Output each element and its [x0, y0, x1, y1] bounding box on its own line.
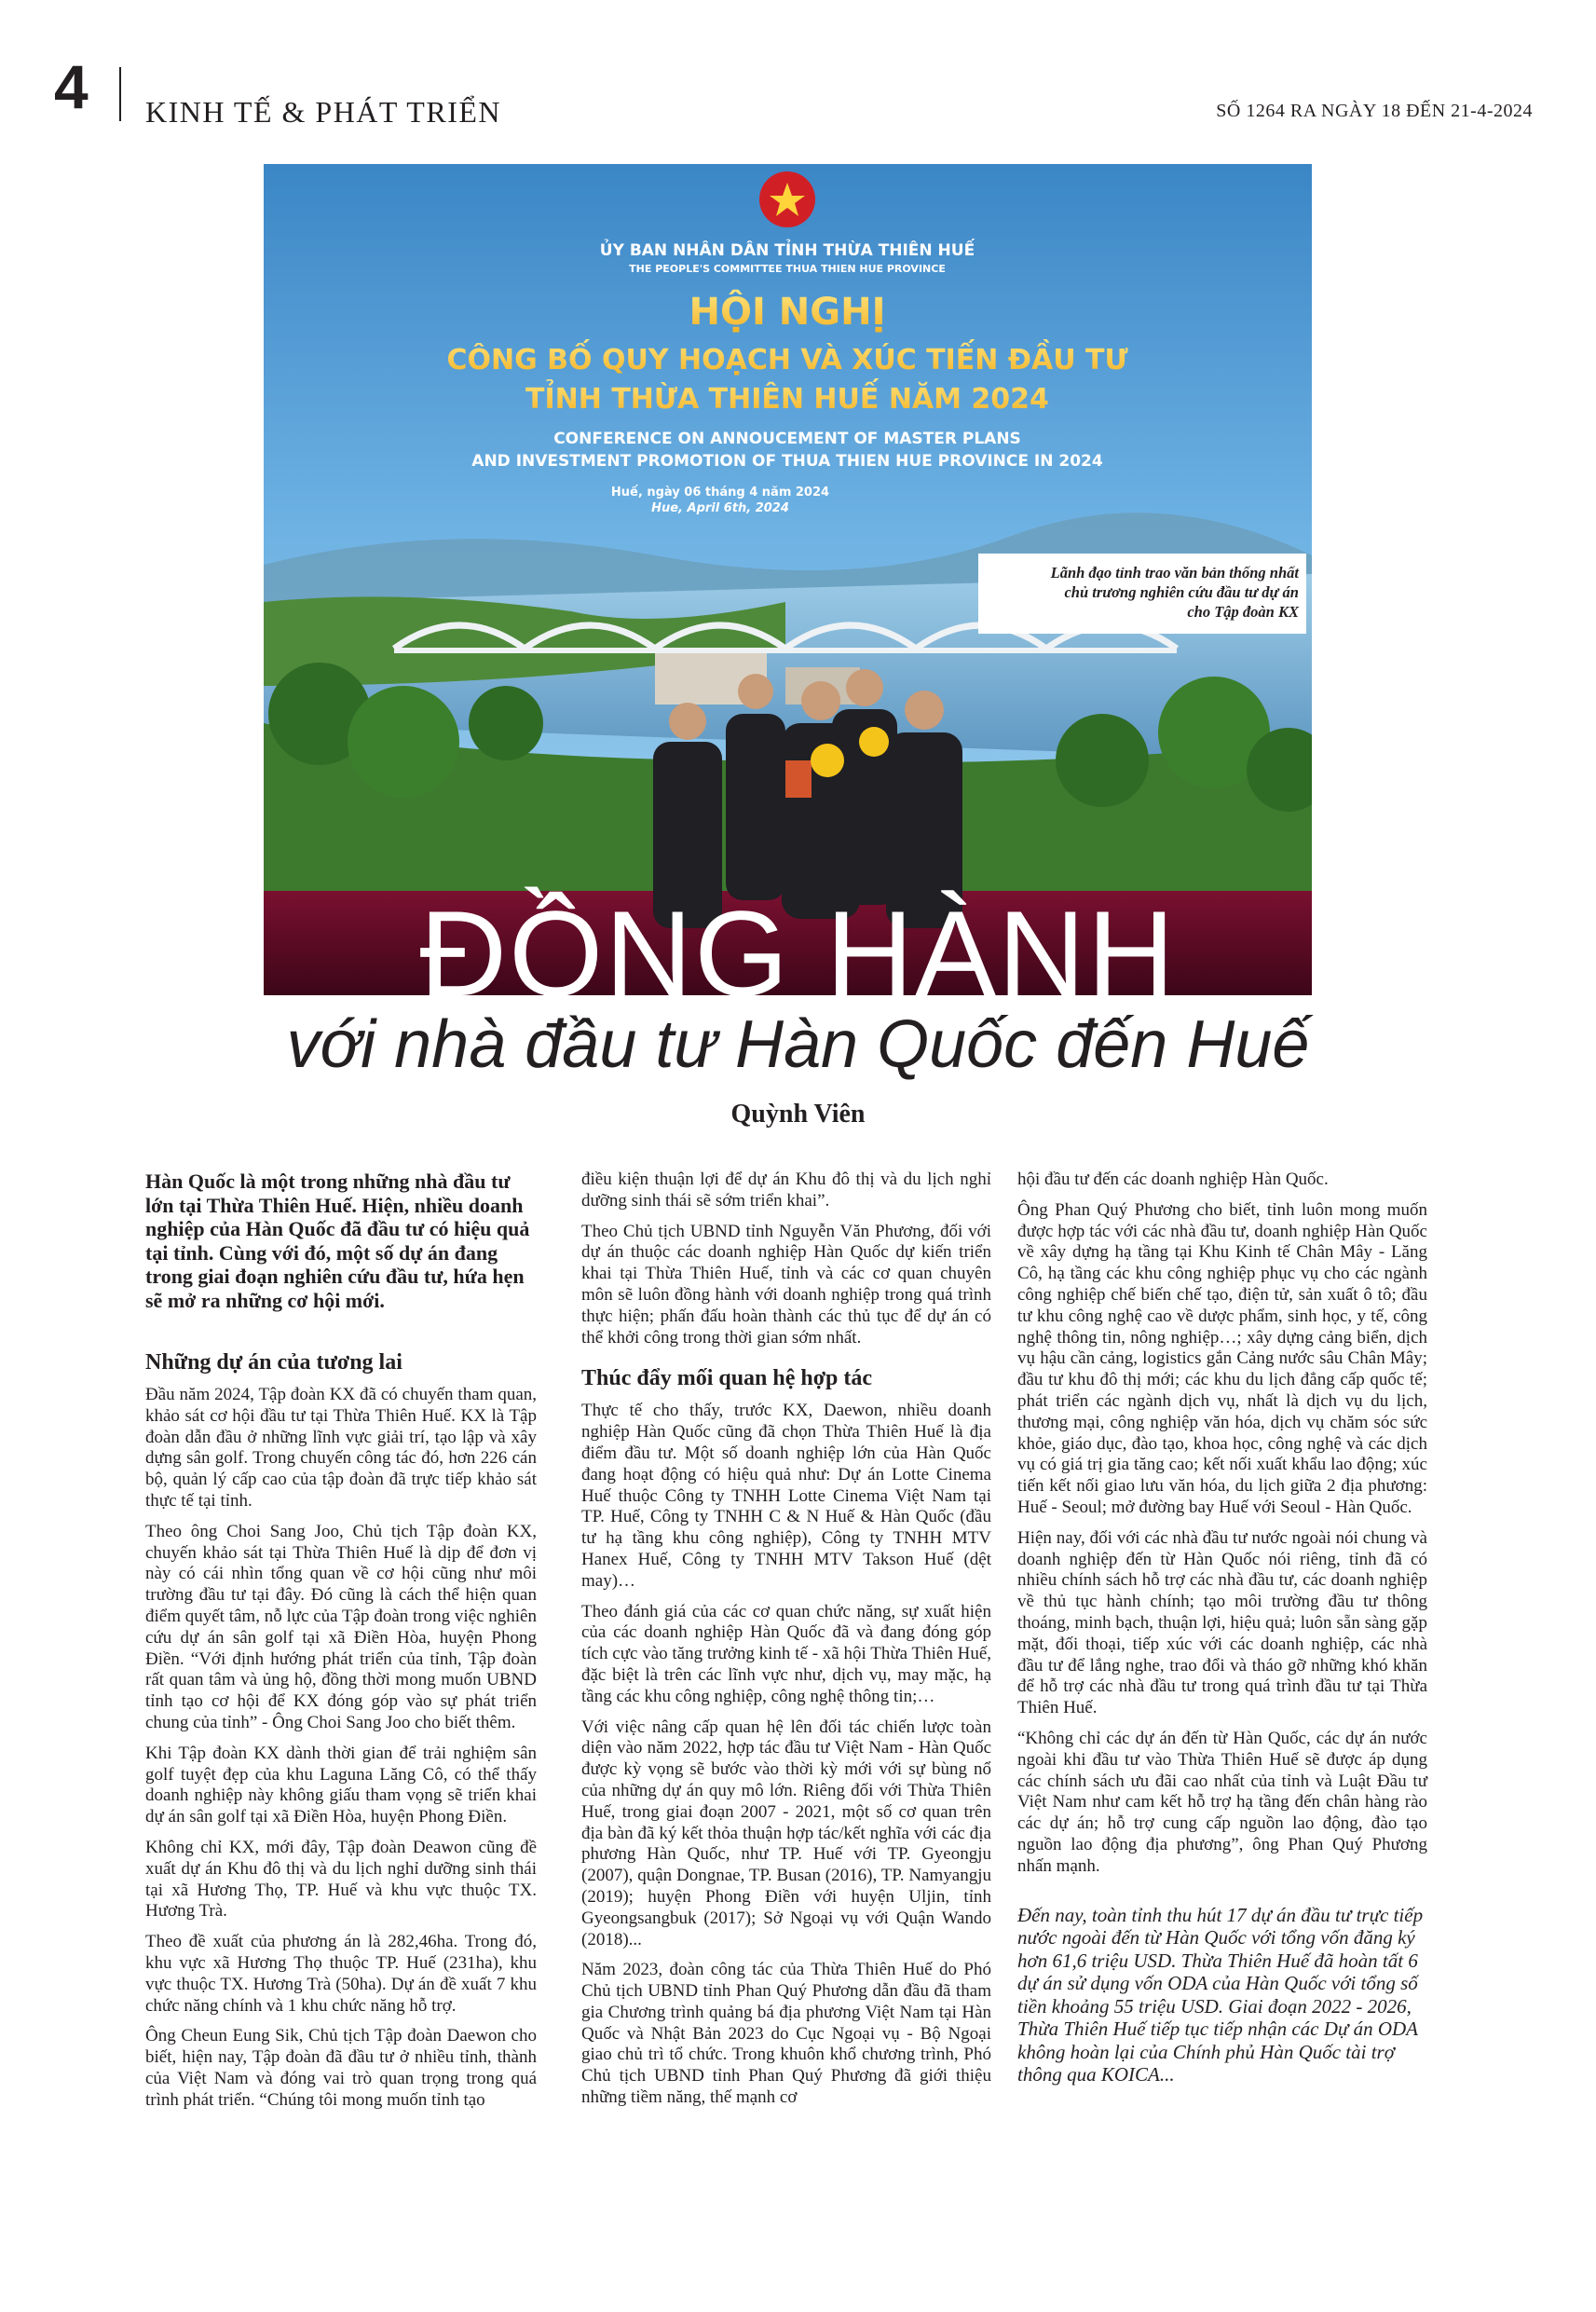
article-column-1: [145, 1170, 537, 2121]
paragraph: Ông Phan Quý Phương cho biết, tỉnh luôn mong muốn được hợp tác với các nhà đầu tư, doanh nghiệp Hàn Quốc về xây dựng hạ tầng tại Khu Kinh tế Chân Mây - Lăng Cô, hạ tầng các khu công nghiệp phục vụ cho các ngành công nghiệp chế biến chế tạo, điện tử, sản xuất ô tô; đầu tư khu công nghệ cao về dược phẩm, sinh học, y tế, công nghệ thông tin, nông nghiệp…; xây dựng cảng biển, dịch vụ hậu cần cảng, logistics gắn Cảng nước sâu Chân Mây; đầu tư khu đô thị mới; các khu du lịch đẳng cấp quốc tế; phát triển các ngành dịch vụ, nhất là dịch vụ du lịch, thương mại, công nghiệp văn hóa, dịch vụ chăm sóc sức khỏe, giáo dục, đào tạo, khoa học, công nghệ và các dịch vụ có giá trị gia tăng cao; kết nối xuất khẩu lao động; xúc tiến kết nối giao lưu văn hóa, du lịch giữa 2 địa phương: Huế - Seoul; mở đường bay Huế với Seoul - Hàn Quốc.: [1017, 1199, 1427, 1517]
caption-line: chủ trương nghiên cứu đầu tư dự án: [1064, 583, 1299, 601]
paragraph: Không chỉ KX, mới đây, Tập đoàn Deawon cũng đề xuất dự án Khu đô thị và du lịch nghỉ dưỡng sinh thái tại xã Hương Thọ, TP. Huế và khu vực thuộc TX. Hương Trà.: [145, 1837, 537, 1922]
paragraph: Đầu năm 2024, Tập đoàn KX đã có chuyến tham quan, khảo sát cơ hội đầu tư tại Thừa Thiên Huế. KX là Tập đoàn dẫn đầu ở những lĩnh vực giải trí, tạo lập và xây dựng sân golf. Trong chuyến công tác đó, hơn 226 cán bộ, quản lý cấp cao của tập đoàn đã trực tiếp khảo sát thực tế tại tỉnh.: [145, 1385, 537, 1511]
paragraph: Theo đề xuất của phương án là 282,46ha. Trong đó, khu vực xã Hương Thọ thuộc TP. Huế (231ha), khu vực thuộc TX. Hương Trà (50ha). Dự án đề xuất 7 khu chức năng chính và 1 khu chức năng hỗ trợ.: [145, 1932, 537, 2016]
paragraph: hội đầu tư đến các doanh nghiệp Hàn Quốc.: [1017, 1170, 1329, 1189]
banner-english-1: CONFERENCE ON ANNOUCEMENT OF MASTER PLANS: [553, 430, 1021, 448]
byline: Quỳnh Viên: [730, 1100, 866, 1129]
paragraph: “Không chỉ các dự án đến từ Hàn Quốc, các dự án nước ngoài khi đầu tư vào Thừa Thiên Huế sẽ được áp dụng các chính sách ưu đãi cao nhất của tỉnh và Luật Đầu tư Việt Nam như cam kết hỗ trợ hạ tầng đến chân hàng rào các dự án; hỗ trợ cung cấp nguồn lao động, đào tạo nguồn lao động địa phương”, ông Phan Quý Phương nhấn mạnh.: [1017, 1728, 1427, 1876]
banner-date-en: Hue, April 6th, 2024: [651, 501, 789, 515]
paragraph: Khi Tập đoàn KX dành thời gian để trải nghiệm sân golf tuyệt đẹp của khu Laguna Lăng Cô, có thể thấy doanh nghiệp này không giấu tham vọng sẽ triển khai dự án sân golf tại xã Điền Hòa, huyện Phong Điền.: [145, 1743, 537, 1827]
headline-sub: với nhà đầu tư Hàn Quốc đến Huế: [286, 1007, 1310, 1082]
page-number: 4: [54, 52, 89, 121]
banner-subtitle-1: CÔNG BỐ QUY HOẠCH VÀ XÚC TIẾN ĐẦU TƯ: [446, 344, 1128, 376]
caption-line: Lãnh đạo tỉnh trao văn bản thống nhất: [1050, 564, 1299, 581]
subhead-cooperation: Thúc đẩy mối quan hệ hợp tác: [581, 1366, 873, 1391]
paragraph: Theo ông Choi Sang Joo, Chủ tịch Tập đoàn KX, chuyến khảo sát tại Thừa Thiên Huế là dịp để đơn vị này có cái nhìn tổng quan về cơ hội cũng như môi trường đầu tư tại đây. Đó cũng là cách thể hiện quan điểm quyết tâm, nỗ lực của Tập đoàn trong việc nghiên cứu dự án sân golf tại xã Điền Hòa, huyện Phong Điền. “Với định hướng phát triển của tỉnh, Tập đoàn rất quan tâm và ủng hộ, đồng thời mong muốn UBND tỉnh tạo cơ hội để KX đóng góp vào sự phát triển chung của tỉnh” - Ông Choi Sang Joo cho biết thêm.: [145, 1521, 537, 1732]
paragraph: Năm 2023, đoàn công tác của Thừa Thiên Huế do Phó Chủ tịch UBND tỉnh Phan Quý Phương dẫn đầu đã tham gia Chương trình quảng bá địa phương Việt Nam tại Hàn Quốc và Nhật Bản 2023 do Cục Ngoại vụ - Bộ Ngoại giao chủ trì tổ chức. Trong khuôn khổ chương trình, Phó Chủ tịch UBND tỉnh Phan Quý Phương đã giới thiệu những tiềm năng, thế mạnh cơ: [581, 1960, 991, 2108]
caption-line: cho Tập đoàn KX: [1187, 603, 1299, 621]
closing-summary: Đến nay, toàn tỉnh thu hút 17 dự án đầu tư trực tiếp nước ngoài đến từ Hàn Quốc với tổng vốn đăng ký hơn 61,6 triệu USD. Thừa Thiên Huế đã hoàn tất 6 dự án sử dụng vốn ODA của Hàn Quốc với tổng số tiền khoảng 55 triệu USD. Giai đoạn 2022 - 2026, Thừa Thiên Huế tiếp tục tiếp nhận các Dự án ODA không hoàn lại của Chính phủ Hàn Quốc tài trợ thông qua KOICA...: [1017, 1903, 1424, 2086]
paragraph: điều kiện thuận lợi để dự án Khu đô thị và du lịch nghỉ dưỡng sinh thái sẽ sớm triển khai”.: [581, 1170, 991, 1211]
paragraph: Với việc nâng cấp quan hệ lên đối tác chiến lược toàn diện vào năm 2022, hợp tác đầu tư Việt Nam - Hàn Quốc được kỳ vọng sẽ bước vào thời kỳ mới với sự bùng nổ của những dự án quy mô lớn. Riêng đối với Thừa Thiên Huế, trong giai đoạn 2007 - 2021, một số cơ quan trên địa bàn đã ký kết thỏa thuận hợp tác/kết nghĩa với các địa phương Hàn Quốc, như TP. Huế với TP. Gyeongju (2007), quận Dongnae, TP. Busan (2016), TP. Namyangju (2019); huyện Phong Điền với huyện Uljin, tỉnh Gyeongsangbuk (2017); Sở Ngoại vụ với Quận Wando (2018)...: [581, 1717, 991, 1949]
paragraph: Hiện nay, đối với các nhà đầu tư nước ngoài nói chung và doanh nghiệp đến từ Hàn Quốc nói riêng, tỉnh đã có nhiều chính sách hỗ trợ các nhà đầu tư, các doanh nghiệp về thủ tục hành chính; tạo môi trường đầu tư thông thoáng, minh bạch, thuận lợi, hiệu quả; luôn sẵn sàng gặp mặt, đối thoại, tiếp xúc với các doanh nghiệp, các nhà đầu tư để lắng nghe, trao đổi và tháo gỡ những khó khăn để hỗ trợ các nhà đầu tư trong quá trình đầu tư tại Thừa Thiên Huế.: [1017, 1527, 1427, 1718]
banner-subtitle-2: TỈNH THỪA THIÊN HUẾ NĂM 2024: [525, 383, 1049, 416]
banner-english-2: AND INVESTMENT PROMOTION OF THUA THIEN HUE PROVINCE IN 2024: [471, 452, 1103, 471]
article-column-3: [1017, 1170, 1427, 2096]
subhead-future-projects: Những dự án của tương lai: [145, 1350, 402, 1375]
paragraph: Theo đánh giá của các cơ quan chức năng, sự xuất hiện của các doanh nghiệp Hàn Quốc đã và đang đóng góp tích cực vào tăng trưởng kinh tế - xã hội Thừa Thiên Huế, đặc biệt là trên các lĩnh vực như, dịch vụ, may mặc, hạ tầng các khu công nghiệp, công nghệ thông tin;…: [581, 1601, 991, 1706]
banner-org-en: THE PEOPLE'S COMMITTEE THUA THIEN HUE PROVINCE: [629, 263, 946, 275]
issue-info: SỐ 1264 RA NGÀY 18 ĐẾN 21-4-2024: [1216, 101, 1533, 121]
header-divider: [119, 67, 121, 121]
paragraph: Theo Chủ tịch UBND tỉnh Nguyễn Văn Phương, đối với dự án thuộc các doanh nghiệp Hàn Quốc dự kiến triển khai tại Thừa Thiên Huế, tỉnh và các cơ quan chuyên môn sẽ luôn đồng hành với doanh nghiệp trong quá trình thực hiện; phấn đấu hoàn thành các thủ tục để dự án có thể khởi công trong thời gian sớm nhất.: [581, 1221, 991, 1348]
article-lead: Hàn Quốc là một trong những nhà đầu tư lớn tại Thừa Thiên Huế. Hiện, nhiều doanh nghiệp của Hàn Quốc đã đầu tư có hiệu quả tại tỉnh. Cùng với đó, một số dự án đang trong giai đoạn nghiên cứu đầu tư, hứa hẹn sẽ mở ra những cơ hội mới.: [145, 1170, 530, 1312]
paragraph: Thực tế cho thấy, trước KX, Daewon, nhiều doanh nghiệp Hàn Quốc cũng đã chọn Thừa Thiên Huế là địa điểm đầu tư. Một số doanh nghiệp lớn của Hàn Quốc đang hoạt động có hiệu quả như: Dự án Lotte Cinema Huế thuộc Công ty TNHH Lotte Cinema Việt Nam tại TP. Huế, Công ty TNHH C & N Huế & Hàn Quốc (đầu tư hạ tầng khu công nghiệp), Công ty TNHH MTV Hanex Huế, Công ty TNHH MTV Takson Huế (dệt may)…: [581, 1401, 991, 1591]
banner-title: HỘI NGHỊ: [689, 291, 886, 334]
banner-date-vi: Huế, ngày 06 tháng 4 năm 2024: [610, 486, 830, 499]
banner-org-vi: ỦY BAN NHÂN DÂN TỈNH THỪA THIÊN HUẾ: [599, 241, 975, 260]
article-column-2: [581, 1170, 991, 2118]
paragraph: Ông Cheun Eung Sik, Chủ tịch Tập đoàn Daewon cho biết, hiện nay, Tập đoàn đã đầu tư ở nhiều tỉnh, thành của Việt Nam và đóng vai trò quan trọng trong quá trình phát triển. “Chúng tôi mong muốn tỉnh tạo: [145, 2026, 537, 2110]
photo-caption: [989, 563, 1299, 622]
section-title: KINH TẾ & PHÁT TRIỂN: [145, 95, 501, 129]
headline-main: ĐỒNG HÀNH: [419, 885, 1177, 1021]
